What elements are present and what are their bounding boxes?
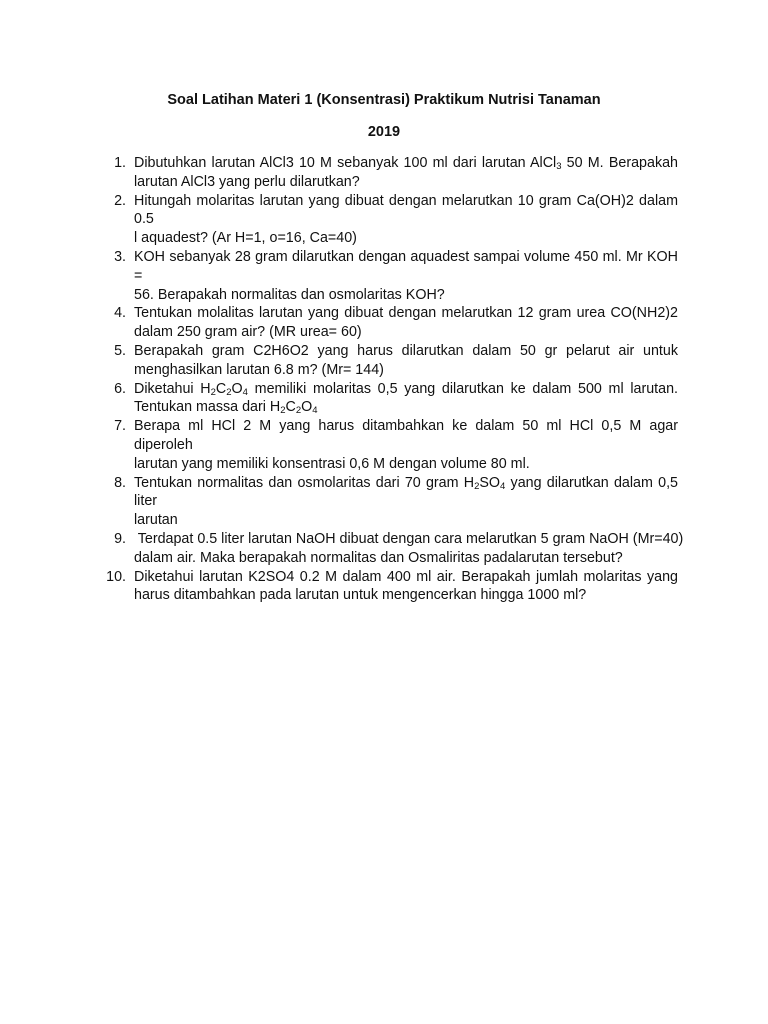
question-number: 9. bbox=[114, 530, 126, 547]
question-list bbox=[92, 154, 684, 605]
question-text-line: KOH sebanyak 28 gram dilarutkan dengan aquadest sampai volume 450 ml. Mr KOH = bbox=[134, 248, 678, 284]
document-year: 2019 bbox=[367, 124, 401, 140]
document-title: Soal Latihan Materi 1 (Konsentrasi) Praktikum Nutrisi Tanaman bbox=[167, 92, 601, 108]
question-text-line: Diketahui $H_2C_2O_4$ memiliki molaritas 0,5 yang dilarutkan ke dalam 500 ml larutan. bbox=[134, 380, 679, 398]
question-item bbox=[92, 342, 678, 380]
question-number: 3. bbox=[114, 248, 126, 265]
question-item bbox=[92, 380, 678, 418]
question-text-line: dalam 250 gram air? (MR urea= 60) bbox=[134, 324, 362, 341]
question-number: 7. bbox=[114, 418, 126, 435]
question-item bbox=[92, 568, 678, 606]
question-item bbox=[92, 417, 678, 473]
question-number: 8. bbox=[114, 474, 126, 491]
question-item bbox=[92, 474, 678, 530]
question-text-line: l aquadest? (Ar H=1, o=16, Ca=40) bbox=[134, 230, 357, 247]
question-item bbox=[92, 304, 678, 342]
question-text-line: Diketahui larutan K2SO4 0.2 M dalam 400 ml air. Berapakah jumlah molaritas yang bbox=[134, 568, 678, 585]
question-text-line: Tentukan normalitas dan osmolaritas dari 70 gram $H_2SO_4$ yang dilarutkan dalam 0,5 liter bbox=[134, 474, 678, 510]
question-text-line: dalam air. Maka berapakah normalitas dan Osmaliritas padalarutan tersebut? bbox=[134, 549, 623, 566]
question-text-line: larutan bbox=[134, 512, 178, 529]
question-number: 1. bbox=[114, 155, 126, 171]
question-text-line: larutan AlCl3 yang perlu dilarutkan? bbox=[134, 173, 360, 190]
question-item bbox=[92, 192, 678, 248]
question-number: 2. bbox=[114, 192, 126, 209]
question-number: 5. bbox=[114, 342, 126, 359]
question-text-line: Tentukan massa dari $H_2C_2O_4$ bbox=[134, 399, 318, 417]
question-text-line: menghasilkan larutan 6.8 m? (Mr= 144) bbox=[134, 361, 384, 378]
question-item bbox=[92, 248, 678, 304]
question-text-line: Berapakah gram C2H6O2 yang harus dilarutkan dalam 50 gr pelarut air untuk bbox=[134, 342, 678, 359]
question-text-line: Hitungah molaritas larutan yang dibuat dengan melarutkan 10 gram Ca(OH)2 dalam 0.5 bbox=[134, 192, 678, 228]
question-text-line: 56. Berapakah normalitas dan osmolaritas KOH? bbox=[134, 286, 445, 303]
question-text-line: Dibutuhkan larutan AlCl3 10 M sebanyak 100 ml dari larutan AlCl$_3$ 50 M. Berapakah bbox=[134, 155, 678, 172]
question-item bbox=[92, 530, 684, 568]
question-text-line: larutan yang memiliki konsentrasi 0,6 M dengan volume 80 ml. bbox=[134, 455, 530, 472]
question-number: 10. bbox=[106, 568, 126, 585]
question-text-line: Tentukan molalitas larutan yang dibuat dengan melarutkan 12 gram urea CO(NH2)2 bbox=[134, 305, 678, 322]
question-text-line: Berapa ml HCl 2 M yang harus ditambahkan ke dalam 50 ml HCl 0,5 M agar diperoleh bbox=[134, 418, 678, 453]
question-text-line: harus ditambahkan pada larutan untuk mengencerkan hingga 1000 ml? bbox=[134, 587, 587, 604]
question-item bbox=[92, 154, 678, 192]
question-number: 4. bbox=[114, 305, 126, 322]
question-number: 6. bbox=[114, 380, 126, 397]
question-text-line: Terdapat 0.5 liter larutan NaOH dibuat dengan cara melarutkan 5 gram NaOH (Mr=40) bbox=[134, 530, 684, 547]
